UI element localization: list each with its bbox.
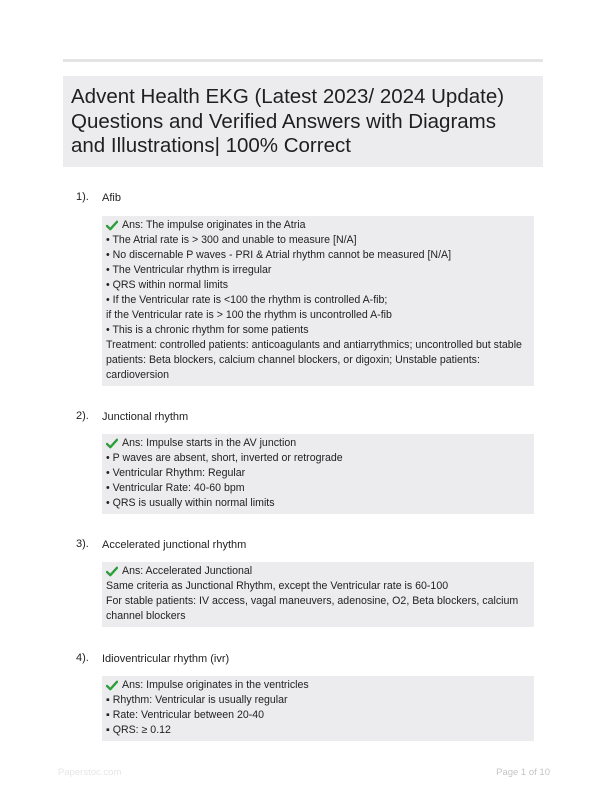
- answer-text: Ans: Impulse starts in the AV junction: [122, 437, 297, 449]
- question-number: 4).: [76, 652, 89, 664]
- check-icon: [106, 220, 118, 231]
- page-number: Page 1 of 10: [496, 767, 550, 778]
- check-icon: [106, 680, 118, 691]
- answer-line: ▪ Rhythm: Ventricular is usually regular: [106, 694, 288, 706]
- answer-text: Ans: Accelerated Junctional: [122, 565, 253, 577]
- question-text: Junctional rhythm: [102, 411, 189, 423]
- answer-box: [102, 434, 534, 514]
- top-divider: [63, 59, 543, 62]
- answer-line: • P waves are absent, short, inverted or retrograde: [106, 452, 343, 464]
- answer-line: Treatment: controlled patients: anticoagulants and antiarrythmics; uncontrolled but stable: [106, 339, 522, 351]
- answer-line: • QRS within normal limits: [106, 279, 229, 291]
- answer-line: patients: Beta blockers, calcium channel blockers, or digoxin; Unstable patients:: [106, 354, 480, 366]
- answer-line: • The Ventricular rhythm is irregular: [106, 264, 272, 276]
- document-title-line-2: Questions and Verified Answers with Diagrams: [71, 109, 497, 133]
- question-number: 2).: [76, 410, 89, 422]
- answer-line: [106, 678, 528, 693]
- answer-line: • QRS is usually within normal limits: [106, 497, 275, 509]
- answer-line: • Ventricular Rate: 40-60 bpm: [106, 482, 245, 494]
- answer-line: cardioversion: [106, 369, 170, 381]
- answer-line: • The Atrial rate is > 300 and unable to measure [N/A]: [106, 234, 357, 246]
- answer-line: For stable patients: IV access, vagal maneuvers, adenosine, O2, Beta blockers, calcium: [106, 595, 519, 607]
- answer-box: [102, 216, 534, 386]
- check-icon: [106, 438, 118, 449]
- answer-line: if the Ventricular rate is > 100 the rhythm is uncontrolled A-fib: [106, 309, 392, 321]
- document-title-box: [63, 76, 543, 167]
- footer-watermark: Paperstoc.com: [58, 767, 122, 778]
- answer-line: [106, 564, 528, 579]
- answer-line: [106, 218, 528, 233]
- question-number: 3).: [76, 538, 89, 550]
- answer-box: [102, 676, 534, 741]
- answer-text: Ans: The impulse originates in the Atria: [122, 219, 306, 231]
- answer-line: Same criteria as Junctional Rhythm, except the Ventricular rate is 60-100: [106, 580, 449, 592]
- question-number: 1).: [76, 191, 89, 203]
- question-text: Accelerated junctional rhythm: [102, 539, 247, 551]
- answer-line: [106, 436, 528, 451]
- answer-line: channel blockers: [106, 610, 186, 622]
- answer-text: Ans: Impulse originates in the ventricles: [122, 679, 309, 691]
- answer-line: • No discernable P waves - PRI & Atrial rhythm cannot be measured [N/A]: [106, 249, 452, 261]
- question-text: Idioventricular rhythm (ivr): [102, 653, 230, 665]
- answer-line: • If the Ventricular rate is <100 the rhythm is controlled A-fib;: [106, 294, 388, 306]
- answer-line: ▪ QRS: ≥ 0.12: [106, 724, 171, 736]
- document-title-line-3: and Illustrations| 100% Correct: [71, 134, 351, 157]
- answer-line: ▪ Rate: Ventricular between 20-40: [106, 709, 265, 721]
- question-text: Afib: [102, 192, 121, 204]
- answer-line: • Ventricular Rhythm: Regular: [106, 467, 246, 479]
- answer-line: • This is a chronic rhythm for some patients: [106, 324, 309, 336]
- check-icon: [106, 566, 118, 577]
- document-title-line-1: Advent Health EKG (Latest 2023/ 2024 Update): [71, 85, 505, 108]
- answer-box: [102, 562, 534, 627]
